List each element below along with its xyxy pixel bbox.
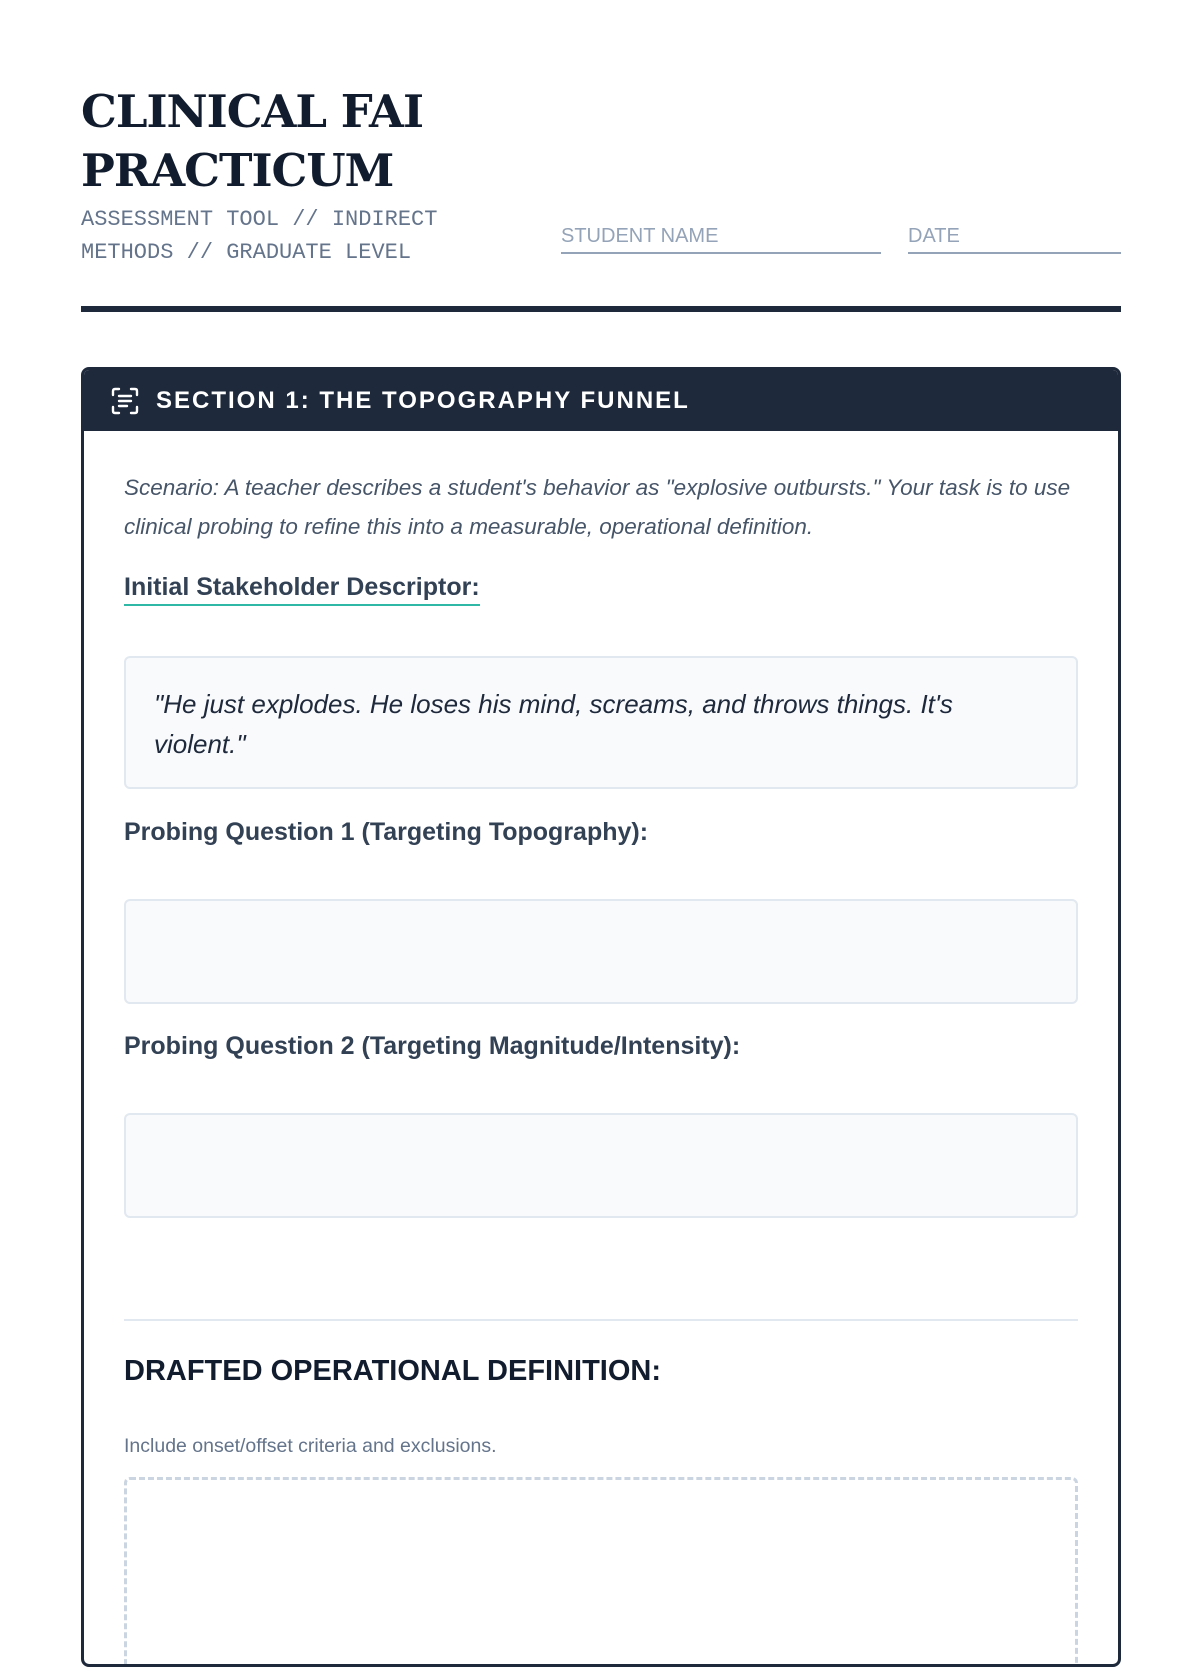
header-divider bbox=[81, 306, 1121, 312]
scenario-text: Scenario: A teacher describes a student's behavior as "explosive outbursts." Your task is to use clinical probing to refine this into a measurable, operational definition. bbox=[124, 475, 1071, 539]
question-1-input[interactable] bbox=[124, 899, 1078, 1004]
descriptor-label: Initial Stakeholder Descriptor: bbox=[124, 573, 480, 606]
definition-title: DRAFTED OPERATIONAL DEFINITION: bbox=[124, 1355, 662, 1387]
page-title bbox=[81, 82, 423, 200]
document-lines-icon bbox=[110, 385, 142, 417]
page-subtitle-line: ASSESSMENT TOOL // INDIRECT bbox=[81, 207, 438, 232]
worksheet-page bbox=[81, 0, 1121, 1457]
worksheet-header bbox=[81, 0, 1121, 314]
section-1-card bbox=[81, 367, 1121, 1667]
section-divider bbox=[124, 1319, 1078, 1321]
section-1-title: SECTION 1: THE TOPOGRAPHY FUNNEL bbox=[156, 386, 690, 414]
definition-hint: Include onset/offset criteria and exclusions. bbox=[124, 1435, 497, 1457]
date-field[interactable] bbox=[908, 222, 1121, 254]
page-title-line: CLINICAL FAI bbox=[81, 85, 424, 138]
question-1-label: Probing Question 1 (Targeting Topography): bbox=[124, 818, 649, 846]
section-1-header bbox=[84, 370, 1118, 431]
question-2-input[interactable] bbox=[124, 1113, 1078, 1218]
page-title-line: PRACTICUM bbox=[81, 144, 394, 197]
page-subtitle bbox=[81, 203, 437, 269]
operational-definition-input[interactable] bbox=[124, 1477, 1078, 1667]
student-name-field[interactable] bbox=[561, 222, 881, 254]
descriptor-quote: "He just explodes. He loses his mind, screams, and throws things. It's violent." bbox=[124, 656, 1078, 789]
page-subtitle-line: METHODS // GRADUATE LEVEL bbox=[81, 240, 412, 265]
question-2-label: Probing Question 2 (Targeting Magnitude/Intensity): bbox=[124, 1032, 741, 1060]
